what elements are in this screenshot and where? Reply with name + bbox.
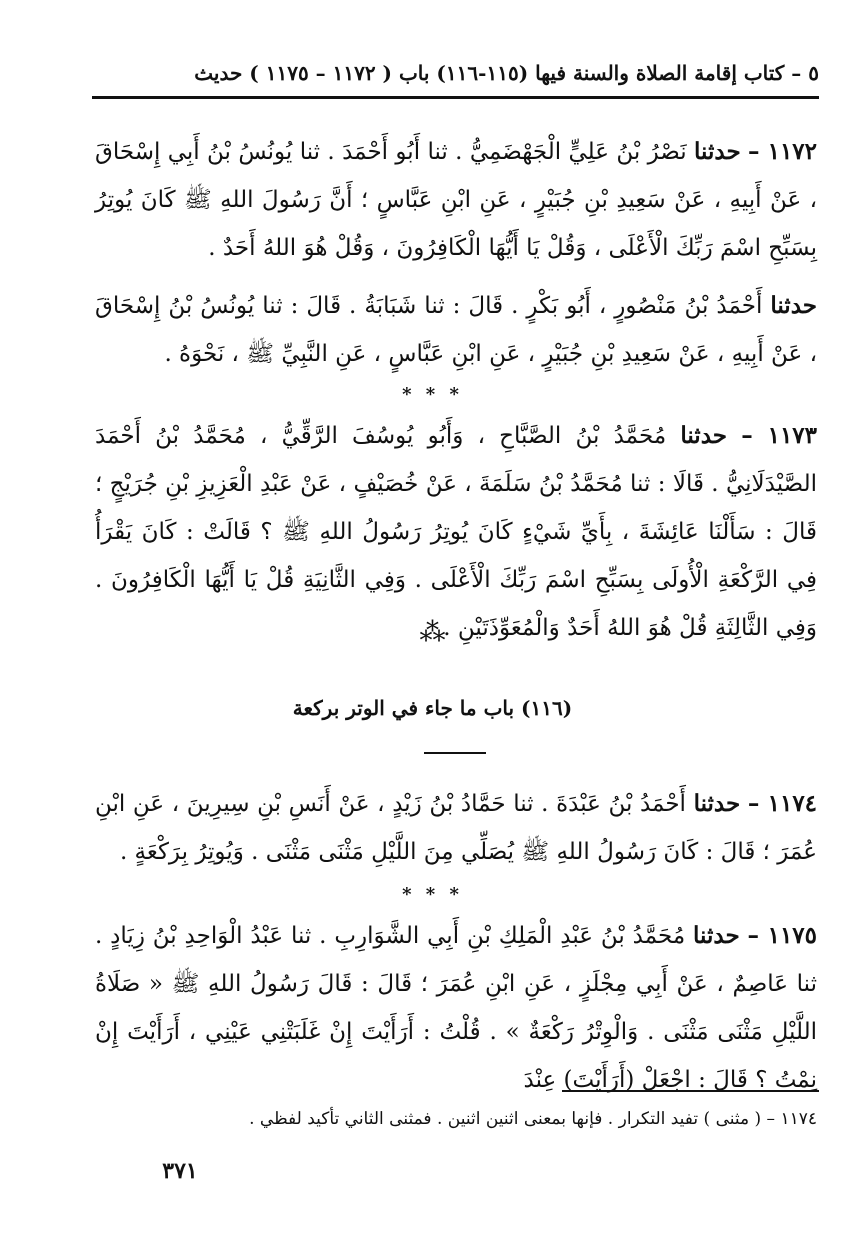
hadith-lead: حدثنا [693, 922, 740, 949]
hadith-number: ١١٧٤ – [747, 790, 818, 817]
hadith-1172 [95, 128, 817, 272]
hadith-text: أَحْمَدُ بْنُ مَنْصُورٍ ، أَبُو بَكْرٍ . قَالَ : ثنا شَبَابَةُ . قَالَ : ثنا يُونُسُ بْنُ إِسْحَاقَ ، عَنْ أَبِيهِ ، عَنْ سَعِيدِ بْنِ جُبَيْرٍ ، عَنِ ابْنِ عَبَّاسٍ ، عَنِ النَّبِيِّ ﷺ ، نَحْوَهُ . [95, 293, 817, 367]
running-header: ٥ – كتاب إقامة الصلاة والسنة فيها (١١٥-١١٦) باب ( ١١٧٢ – ١١٧٥ ) حديث [194, 61, 819, 85]
chapter-rule [424, 752, 486, 754]
hadith-1174 [95, 780, 817, 876]
hadith-text: نَصْرُ بْنُ عَلِيٍّ الْجَهْضَمِيُّ . ثنا أَبُو أَحْمَدَ . ثنا يُونُسُ بْنُ أَبِي إِسْحَاقَ ، عَنْ أَبِيهِ ، عَنْ سَعِيدِ بْنِ جُبَيْرٍ ، عَنِ ابْنِ عَبَّاسٍ ؛ أَنَّ رَسُولَ اللهِ ﷺ كَانَ يُوتِرُ بِسَبِّحِ اسْمَ رَبِّكَ الْأَعْلَى ، وَقُلْ يَا أَيُّهَا الْكَافِرُونَ ، وَقُلْ هُوَ اللهُ أَحَدٌ . [95, 139, 817, 261]
hadith-text: مُحَمَّدُ بْنُ الصَّبَّاحِ ، وَأَبُو يُوسُفَ الرَّقِّيُّ ، مُحَمَّدُ بْنُ أَحْمَدَ الصَّيْدَلَانِيُّ . قَالَا : ثنا مُحَمَّدُ بْنُ سَلَمَةَ ، عَنْ خُصَيْفٍ ، عَنْ عَبْدِ الْعَزِيزِ بْنِ جُرَيْجٍ ؛ قَالَ : سَأَلْنَا عَائِشَةَ ، بِأَيِّ شَيْءٍ كَانَ يُوتِرُ رَسُولُ اللهِ ﷺ ؟ قَالَتْ : كَانَ يَقْرَأُ فِي الرَّكْعَةِ الْأُولَى بِسَبِّحِ اسْمَ رَبِّكَ الْأَعْلَى . وَفِي الثَّانِيَةِ قُلْ يَا أَيُّهَا الْكَافِرُونَ . وَفِي الثَّالِثَةِ قُلْ هُوَ اللهُ أَحَدٌ وَالْمُعَوِّذَتَيْنِ . [95, 423, 817, 641]
page-number: ٣٧١ [162, 1158, 198, 1184]
hadith-lead: حدثنا [693, 790, 741, 817]
fleuron-ornament: ⁂ [419, 618, 446, 648]
hadith-lead: حدثنا [680, 422, 727, 449]
header-rule [92, 96, 819, 99]
hadith-number: ١١٧٣ – [741, 422, 818, 449]
hadith-lead: حدثنا [770, 292, 817, 319]
footnote: ١١٧٤ – ( مثنى ) تفيد التكرار . فإنها بمعنى اثنين اثنين . فمثنى الثاني تأكيد لفظي . [249, 1109, 817, 1129]
footnote-rule [562, 1090, 819, 1092]
section-separator-stars: * * * [402, 384, 463, 405]
hadith-number: ١١٧٢ – [748, 138, 818, 165]
hadith-text: مُحَمَّدُ بْنُ عَبْدِ الْمَلِكِ بْنِ أَبِي الشَّوَارِبِ . ثنا عَبْدُ الْوَاحِدِ بْنُ زِيَادٍ . ثنا عَاصِمٌ ، عَنْ أَبِي مِجْلَزٍ ، عَنِ ابْنِ عُمَرَ ؛ قَالَ : قَالَ رَسُولُ اللهِ ﷺ « صَلَاةُ اللَّيْلِ مَثْنَى مَثْنَى . وَالْوِتْرُ رَكْعَةٌ » . قُلْتُ : أَرَأَيْتَ إِنْ غَلَبَتْنِي عَيْنِي ، أَرَأَيْتَ إِنْ نِمْتُ ؟ قَالَ : اجْعَلْ (أَرَأَيْتَ) عِنْدَ [95, 923, 817, 1093]
hadith-text: أَحْمَدُ بْنُ عَبْدَةَ . ثنا حَمَّادُ بْنُ زَيْدٍ ، عَنْ أَنَسِ بْنِ سِيرِينَ ، عَنِ ابْنِ عُمَرَ ؛ قَالَ : كَانَ رَسُولُ اللهِ ﷺ يُصَلِّي مِنَ اللَّيْلِ مَثْنَى مَثْنَى . وَيُوتِرُ بِرَكْعَةٍ . [95, 791, 817, 865]
hadith-1172-variant [95, 282, 817, 378]
hadith-1175 [95, 912, 817, 1104]
section-separator-stars: * * * [402, 884, 463, 905]
chapter-title: (١١٦) باب ما جاء في الوتر بركعة [292, 696, 573, 720]
hadith-number: ١١٧٥ – [747, 922, 818, 949]
hadith-1173 [95, 412, 817, 652]
hadith-lead: حدثنا [694, 138, 741, 165]
